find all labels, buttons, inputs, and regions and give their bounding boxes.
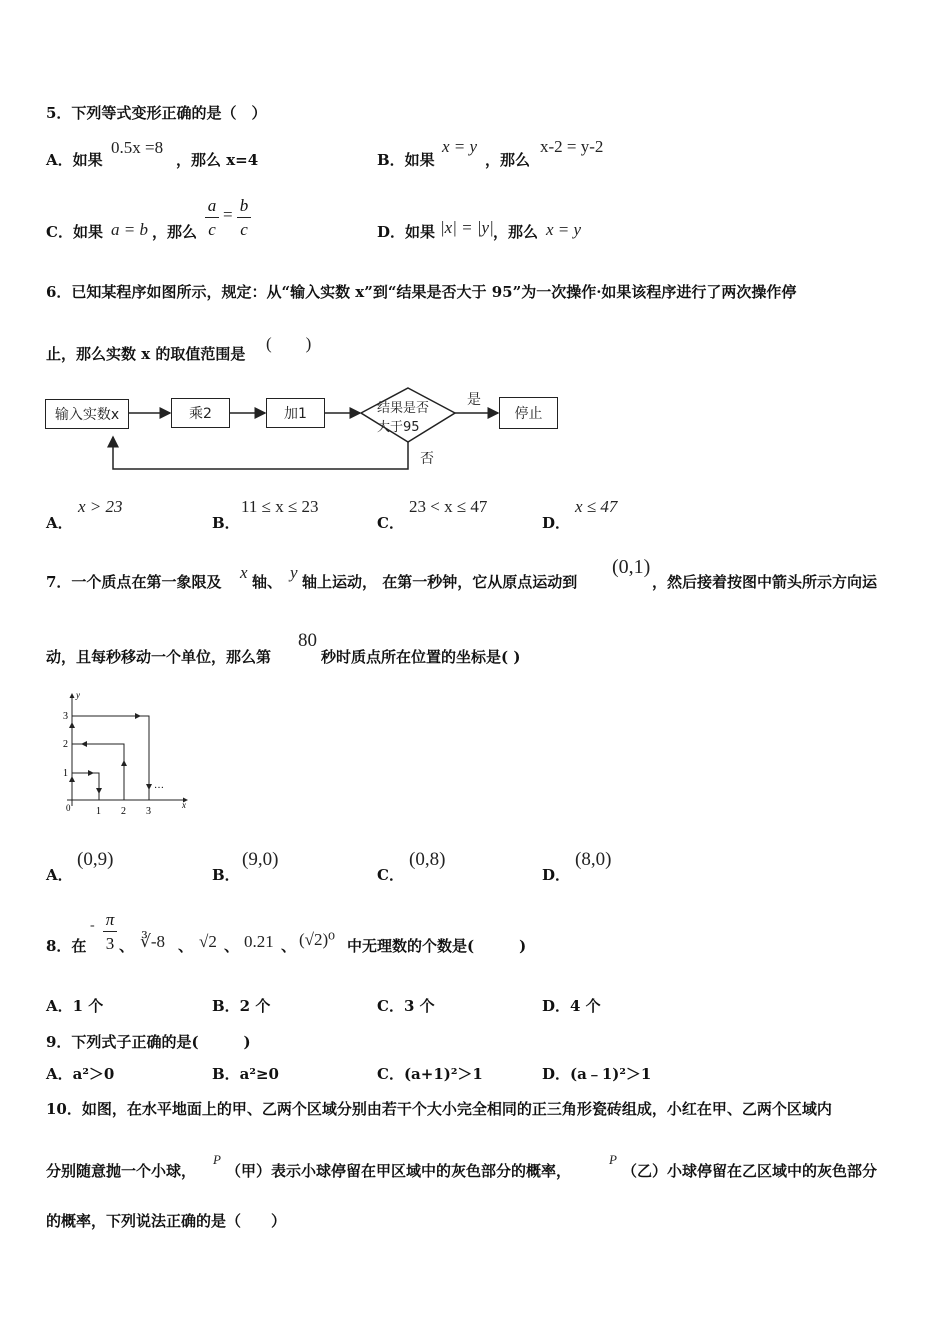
q5-option-c-equals: =	[223, 205, 233, 224]
graph-y-tick-2: 2	[63, 739, 68, 750]
q5-option-c-then: ，那么	[152, 223, 198, 241]
graph-y-label: y	[76, 690, 80, 700]
flow-input-box: 输入实数x	[45, 399, 129, 429]
q8-option-a: A．1 个	[46, 997, 104, 1015]
q7-stem-line1-d: ，然后接着按图中箭头所示方向运	[652, 573, 878, 591]
q10-stem-line2-a: 分别随意抛一个小球，	[46, 1162, 197, 1180]
q5-option-c-frac-b-den: c	[240, 220, 248, 239]
graph-x-label: x	[182, 800, 186, 810]
q6-option-d-expr: x ≤ 47	[575, 497, 618, 516]
graph-continuation-dots: …	[154, 780, 164, 791]
q6-option-c-expr: 23 < x ≤ 47	[409, 497, 488, 516]
graph-arrow-up-1	[69, 776, 75, 782]
q8-decimal: 0.21	[244, 932, 274, 951]
q6-stem-line1: 6．已知某程序如图所示，规定：从“输入实数 x”到“结果是否大于 95”为一次操作·如果该程序进行了两次操作停	[46, 283, 797, 301]
graph-x-tick-3: 3	[146, 806, 151, 817]
q5-option-c-frac-a-bar	[205, 217, 219, 218]
q6-option-d-label: D．	[542, 514, 571, 532]
q8-stem-suffix: 中无理数的个数是( )	[347, 937, 527, 955]
q9-option-b: B．a²≥0	[212, 1065, 279, 1083]
q5-option-c-frac-a-num: a	[207, 196, 217, 215]
q7-stem-seconds: 80	[298, 630, 317, 651]
q7-stem-line1-b: 轴、	[252, 573, 283, 591]
flow-yes-label: 是	[467, 392, 481, 408]
q10-p-symbol-2: P	[609, 1152, 617, 1167]
graph-arrow-down-1	[96, 788, 102, 794]
q7-option-b-expr: (9,0)	[242, 849, 279, 870]
q5-option-d-prefix: D．如果	[377, 223, 436, 241]
graph-x-tick-1: 1	[96, 806, 101, 817]
q5-option-d-result: x = y	[546, 220, 582, 239]
flow-multiply-box: 乘2	[171, 398, 230, 428]
q5-stem: 5．下列等式变形正确的是（ ）	[46, 104, 267, 122]
graph-y-tick-3: 3	[63, 711, 68, 722]
flow-arrow-no-loop	[113, 437, 408, 469]
flow-decision-text-1: 结果是否	[377, 401, 430, 416]
q5-option-c-frac-a-den: c	[208, 220, 216, 239]
q8-stem-prefix: 8．在	[46, 937, 87, 955]
q8-option-b: B．2 个	[212, 997, 271, 1015]
q5-option-d-then: ，那么	[493, 223, 539, 241]
q7-path-graph	[55, 688, 195, 818]
q7-option-c-expr: (0,8)	[409, 849, 446, 870]
q8-sep-3: 、	[224, 937, 240, 955]
flow-no-label: 否	[420, 451, 434, 467]
q7-stem-line1-c: 轴上运动， 在第一秒钟，它从原点运动到	[302, 573, 578, 591]
q5-option-a-result: ，那么 x=4	[176, 151, 259, 169]
q5-option-b-result: x-2 = y-2	[540, 137, 604, 156]
q7-option-a-expr: (0,9)	[77, 849, 114, 870]
q5-option-c-condition: a = b	[111, 220, 148, 239]
q5-option-b-condition: x = y	[442, 137, 478, 156]
flow-stop-box: 停止	[499, 397, 558, 429]
graph-x-tick-2: 2	[121, 806, 126, 817]
q7-stem-line2-a: 动，且每秒移动一个单位，那么第	[46, 648, 272, 666]
q6-option-b-label: B．	[212, 514, 240, 532]
q8-option-d: D．4 个	[542, 997, 601, 1015]
q8-sep-2: 、	[178, 937, 194, 955]
graph-arrow-down-3	[146, 784, 152, 790]
q7-option-d-label: D．	[542, 866, 571, 884]
q7-stem-line1-a: 7．一个质点在第一象限及	[46, 573, 222, 591]
q5-option-a-condition: 0.5x =8	[111, 138, 164, 157]
q10-p-symbol-1: P	[213, 1152, 221, 1167]
graph-arrow-up-2	[121, 760, 127, 766]
q9-stem: 9．下列式子正确的是( )	[46, 1033, 251, 1051]
graph-arrow-right-1	[88, 770, 94, 776]
q8-pi-numerator: π	[105, 910, 115, 929]
q8-power-zero: (√2)⁰	[299, 930, 335, 949]
q7-stem-point: (0,1)	[612, 556, 651, 578]
q9-option-c: C．(a+1)²＞1	[377, 1065, 483, 1083]
q8-neg-sign: -	[90, 918, 95, 933]
flow-decision-text-2: 大于95	[377, 420, 420, 435]
graph-arrow-left-2	[81, 741, 87, 747]
q7-option-c-label: C．	[377, 866, 404, 884]
q5-option-b-prefix: B．如果	[377, 151, 435, 169]
q7-stem-x: x	[240, 563, 248, 582]
q5-option-c-frac-b-bar	[237, 217, 251, 218]
q10-stem-line3: 的概率，下列说法正确的是（ ）	[46, 1212, 287, 1230]
q8-sep-4: 、	[281, 937, 297, 955]
q8-cube-root: ∛-8	[140, 932, 165, 951]
graph-path-1	[72, 716, 149, 800]
q5-option-b-then: ，那么	[485, 151, 531, 169]
q6-answer-paren: ( )	[266, 334, 312, 353]
q8-sep-1: 、	[119, 937, 135, 955]
q6-option-a-expr: x > 23	[78, 497, 123, 516]
q8-pi-denominator: 3	[105, 934, 115, 953]
graph-arrow-right-3	[135, 713, 141, 719]
q7-stem-y: y	[290, 563, 298, 582]
q5-option-a-prefix: A．如果	[46, 151, 103, 169]
q6-option-b-expr: 11 ≤ x ≤ 23	[241, 497, 319, 516]
q8-option-c: C．3 个	[377, 997, 435, 1015]
q6-option-a-label: A．	[46, 514, 73, 532]
q9-option-a: A．a²＞0	[46, 1065, 115, 1083]
q6-option-c-label: C．	[377, 514, 404, 532]
flow-add-box: 加1	[266, 398, 325, 428]
graph-arrow-up-3	[69, 722, 75, 728]
q7-option-a-label: A．	[46, 866, 73, 884]
q7-option-b-label: B．	[212, 866, 240, 884]
q5-option-c-frac-b-num: b	[239, 196, 249, 215]
q7-option-d-expr: (8,0)	[575, 849, 612, 870]
graph-y-tick-1: 1	[63, 768, 68, 779]
q7-stem-line2-b: 秒时质点所在位置的坐标是( )	[321, 648, 521, 666]
q9-option-d: D．(a﹣1)²＞1	[542, 1065, 652, 1083]
q10-stem-line2-c: （乙）小球停留在乙区域中的灰色部分	[622, 1162, 878, 1180]
q8-sqrt-two: √2	[199, 932, 217, 951]
q10-stem-line1: 10．如图，在水平地面上的甲、乙两个区域分别由若干个大小完全相同的正三角形瓷砖组成，小红在甲、乙两个区域内	[46, 1100, 832, 1118]
q10-stem-line2-b: （甲）表示小球停留在甲区域中的灰色部分的概率，	[226, 1162, 572, 1180]
graph-origin-label: 0	[66, 803, 71, 813]
q8-pi-bar	[103, 931, 117, 932]
q5-option-d-condition: |x| = |y|	[440, 218, 494, 237]
q6-stem-line2: 止，那么实数 x 的取值范围是	[46, 345, 246, 363]
q5-option-c-prefix: C．如果	[46, 223, 103, 241]
